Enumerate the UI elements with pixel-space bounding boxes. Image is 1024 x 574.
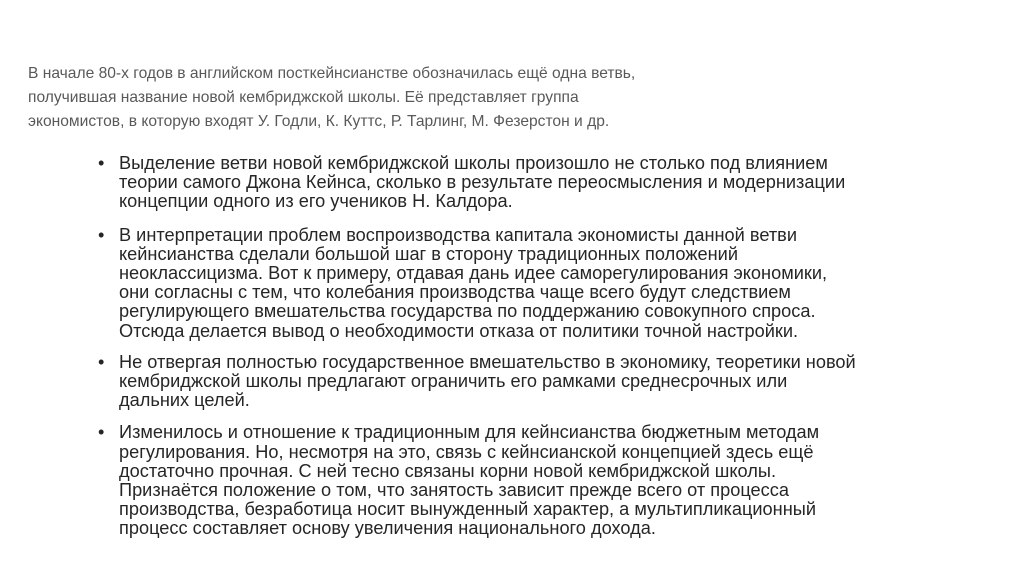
bullet-line: концепции одного из его учеников Н. Калдора. <box>119 191 513 212</box>
bullet-marker: • <box>98 153 105 173</box>
bullet-line: регулирующего вмешательства государства по поддержанию совокупного спроса. <box>119 301 816 322</box>
bullet-list <box>98 154 988 539</box>
bullet-item-1 <box>98 154 988 212</box>
bullet-marker: • <box>98 224 105 245</box>
bullet-line: Не отвергая полностью государственное вмешательство в экономику, теоретики новой <box>119 351 856 372</box>
bullet-line: достаточно прочная. С ней тесно связаны корни новой кембриджской школы. <box>119 460 777 481</box>
intro-line: экономистов, в которую входят У. Годли, К. Куттс, Р. Тарлинг, М. Фезерстон и др. <box>28 113 610 130</box>
bullet-item-3 <box>98 353 988 411</box>
bullet-line: производства, безработица носит вынужденный характер, а мультипликационный <box>119 499 816 520</box>
bullet-line: кембриджской школы предлагают ограничить его рамками среднесрочных или <box>119 371 788 392</box>
bullet-line: кейнсианства сделали большой шаг в сторону традиционных положений <box>119 243 738 264</box>
bullet-item-4 <box>98 423 988 538</box>
bullet-item-2 <box>98 226 988 341</box>
bullet-line: неоклассицизма. Вот к примеру, отдавая дань идее саморегулирования экономики, <box>119 263 828 284</box>
bullet-line: теории самого Джона Кейнса, сколько в результате переосмысления и модернизации <box>119 172 846 193</box>
bullet-line: Изменилось и отношение к традиционным для кейнсианства бюджетным методам <box>119 422 820 443</box>
bullet-line: процесс составляет основу увеличения национального дохода. <box>119 518 656 539</box>
bullet-marker: • <box>98 351 105 372</box>
bullet-line: Отсюда делается вывод о необходимости отказа от политики точной настройки. <box>119 320 799 341</box>
bullet-line: Признаётся положение о том, что занятость зависит прежде всего от процесса <box>119 480 789 501</box>
bullet-line: регулирования. Но, несмотря на это, связь с кейнсианской концепцией здесь ещё <box>119 441 814 462</box>
intro-line: В начале 80-х годов в английском посткейнсианстве обозначилась ещё одна ветвь, <box>28 65 636 82</box>
bullet-marker: • <box>98 422 105 443</box>
bullet-line: дальних целей. <box>119 390 250 411</box>
intro-paragraph <box>28 62 988 134</box>
intro-line: получившая название новой кембриджской школы. Её представляет группа <box>28 89 579 106</box>
bullet-line: они согласны с тем, что колебания производства чаще всего будут следствием <box>119 282 791 303</box>
bullet-line: В интерпретации проблем воспроизводства капитала экономисты данной ветви <box>119 224 797 245</box>
bullet-line: Выделение ветви новой кембриджской школы произошло не столько под влиянием <box>119 153 828 173</box>
